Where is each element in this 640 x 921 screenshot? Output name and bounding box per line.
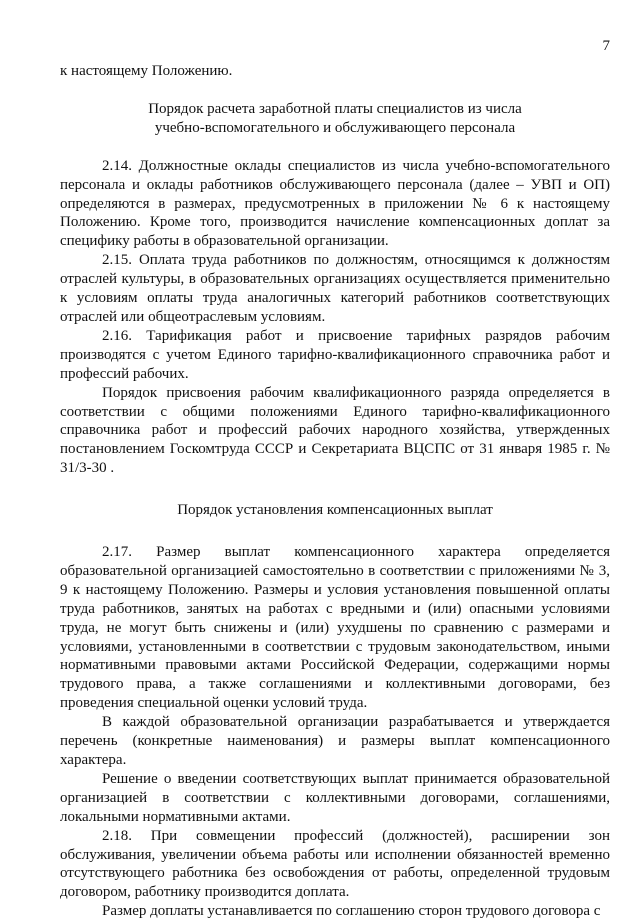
section-heading-compensation: Порядок установления компенсационных выплат — [177, 502, 493, 519]
paragraph-2-18: 2.18. При совмещении профессий (должностей), расширении зон обслуживания, увеличении объема работы или исполнении обязанностей временно отсутствующего работника без освобождения от работы, определенной трудовым договором, работнику производится доплата. — [60, 827, 610, 901]
paragraph-2-14: 2.14. Должностные оклады специалистов из числа учебно-вспомогательного персонала и оклады работников обслуживающего персонала (далее – УВП и ОП) определяются в размерах, предусмотренных в приложении № 6 к настоящему Положению. Кроме того, производится начисление компенсационных доплат за специфику работы в образовательной организации. — [60, 157, 610, 250]
paragraph-qualification-order: Порядок присвоения рабочим квалификационного разряда определяется в соответствии с общими положениями Единого тарифно-квалификационного справочника работ и профессий рабочих народного хозяйства, утвержденных постановлением Госкомтруда СССР и Секретариата ВЦСПС от 31 января 1985 г. № 31/3-30 . — [60, 384, 610, 477]
paragraph-2-16: 2.16. Тарификация работ и присвоение тарифных разрядов рабочим производятся с учетом Единого тарифно-квалификационного справочника работ и профессий рабочих. — [60, 327, 610, 382]
paragraph-decision: Решение о введении соответствующих выплат принимается образовательной организацией в соответствии с коллективными договорами, соглашениями, локальными нормативными актами. — [60, 770, 610, 825]
document-body — [60, 62, 610, 921]
page-number: 7 — [602, 38, 610, 54]
paragraph-2-15: 2.15. Оплата труда работников по должностям, относящимся к должностям отраслей культуры, в образовательных организациях осуществляется применительно к условиям оплаты труда аналогичных категорий работников соответствующих отраслей или общеотраслевым условиям. — [60, 252, 610, 325]
paragraph-2-17: 2.17. Размер выплат компенсационного характера определяется образовательной организацией самостоятельно в соответствии с приложениями № 3, 9 к настоящему Положению. Размеры и условия установления повышенной оплаты труда работников, занятых на работах с вредными и (или) опасными условиями труда, не могут быть снижены и (или) ухудшены по сравнению с размерами и условиями, установленными в соответствии с трудовым законодательством, иными нормативными правовыми актами Российской Федерации, содержащими нормы трудового права, а также соглашениями и коллективными договорами, без проведения специальной оценки условий труда. — [60, 544, 610, 712]
paragraph-compensation-list: В каждой образовательной организации разрабатывается и утверждается перечень (конкретные наименования) и размеры выплат компенсационного характера. — [60, 714, 610, 768]
section-heading-salary-line1: Порядок расчета заработной платы специалистов из числа — [148, 100, 522, 117]
section-heading-salary-line2: учебно-вспомогательного и обслуживающего персонала — [154, 119, 516, 136]
paragraph-amount: Размер доплаты устанавливается по соглашению сторон трудового договора с — [102, 903, 601, 920]
top-line: к настоящему Положению. — [60, 63, 233, 79]
